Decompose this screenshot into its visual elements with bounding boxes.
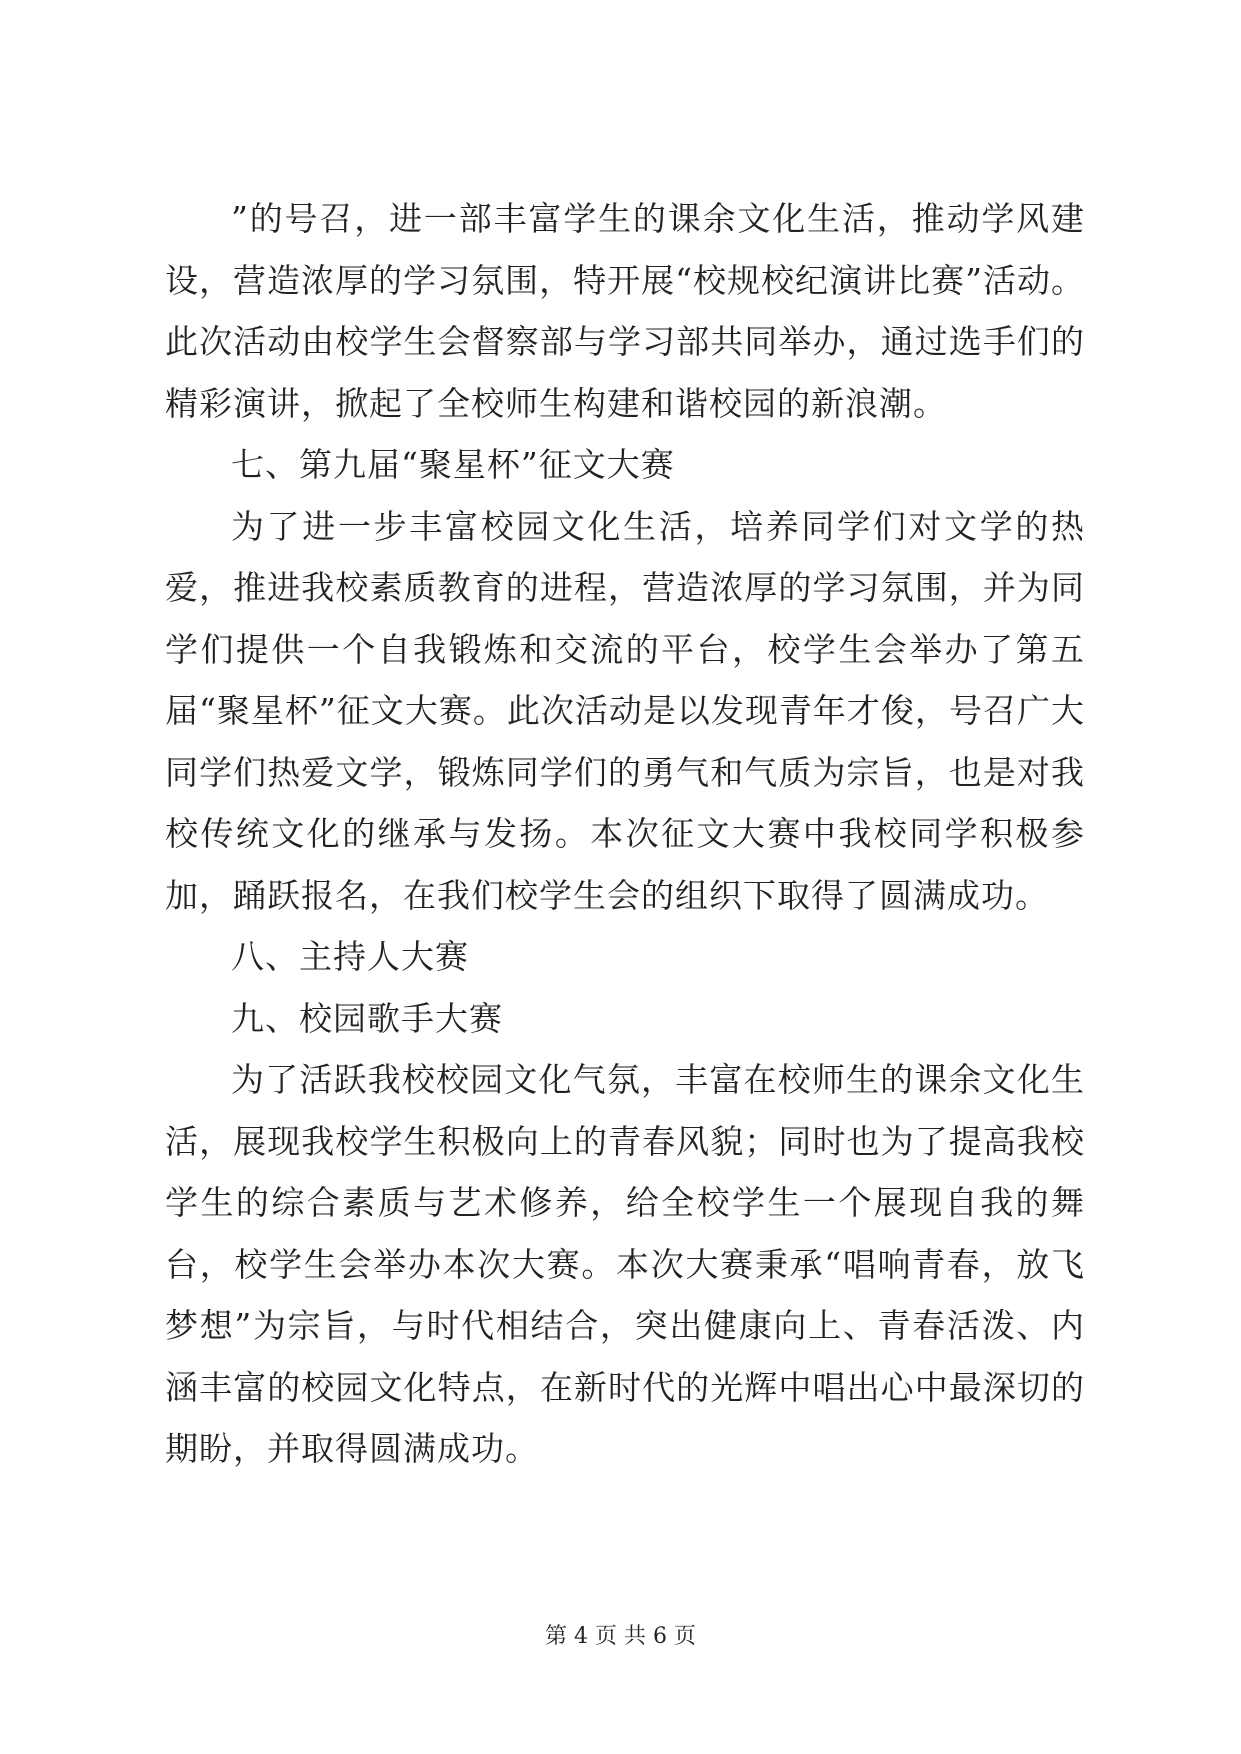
heading-essay-contest: 七、第九届“聚星杯”征文大赛 — [231, 445, 675, 484]
heading-host-contest: 八、主持人大赛 — [231, 937, 469, 976]
paragraph-singer-contest: 为了活跃我校校园文化气氛，丰富在校师生的课余文化生活，展现我校学生积极向上的青春风貌；同时也为了提高我校学生的综合素质与艺术修养，给全校学生一个展现自我的舞台，校学生会举办本次大赛。本次大赛秉承“唱响青春，放飞梦想”为宗旨，与时代相结合，突出健康向上、青春活泼、内涵丰富的校园文化特点，在新时代的光辉中唱出心中最深切的期盼，并取得圆满成功。 — [165, 1060, 1085, 1468]
page-number-footer: 第 4 页 共 6 页 — [545, 1624, 696, 1649]
paragraph-essay-contest: 为了进一步丰富校园文化生活，培养同学们对文学的热爱，推进我校素质教育的进程，营造浓厚的学习氛围，并为同学们提供一个自我锻炼和交流的平台，校学生会举办了第五届“聚星杯”征文大赛。此次活动是以发现青年才俊，号召广大同学们热爱文学，锻炼同学们的勇气和气质为宗旨，也是对我校传统文化的继承与发扬。本次征文大赛中我校同学积极参加，踊跃报名，在我们校学生会的组织下取得了圆满成功。 — [165, 506, 1085, 915]
heading-singer-contest: 九、校园歌手大赛 — [231, 998, 503, 1038]
document-body — [165, 188, 1085, 1480]
paragraph-speech-contest: ”的号召，进一部丰富学生的课余文化生活，推动学风建设，营造浓厚的学习氛围，特开展“校规校纪演讲比赛”活动。此次活动由校学生会督察部与学习部共同举办，通过选手们的精彩演讲，掀起了全校师生构建和谐校园的新浪潮。 — [165, 199, 1085, 423]
